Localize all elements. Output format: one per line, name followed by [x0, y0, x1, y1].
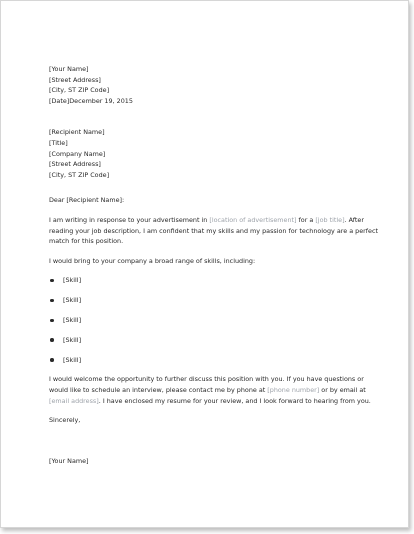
paragraph-skills-intro: I would bring to your company a broad range of skills, including:	[49, 256, 256, 265]
skills-list	[49, 275, 379, 365]
placeholder-email: [email address]	[49, 396, 99, 405]
closing: Sincerely,	[49, 416, 81, 425]
para3-text-3: . I have enclosed my resume for your review, and I look forward to hearing from you.	[98, 396, 371, 405]
para1-text-3: . After reading your job description, I am confident that my skills and my passion for technology are a perfect match for this position.	[49, 215, 378, 246]
date-value: December 19, 2015	[69, 96, 133, 105]
salutation: Dear [Recipient Name]:	[49, 196, 125, 205]
sender-street: [Street Address]	[49, 75, 101, 84]
list-item	[49, 295, 379, 306]
list-item	[49, 315, 379, 326]
sender-name: [Your Name]	[49, 65, 89, 73]
bullet-icon	[50, 279, 54, 283]
recipient-company: [Company Name]	[49, 149, 106, 158]
list-item	[49, 355, 379, 366]
skill-label: [Skill]	[63, 296, 82, 305]
recipient-city: [City, ST ZIP Code]	[49, 170, 110, 179]
signature: [Your Name]	[49, 456, 89, 465]
skill-label: [Skill]	[63, 316, 82, 325]
letter-body	[49, 64, 379, 466]
bullet-icon	[50, 338, 54, 342]
placeholder-job-title: [job title]	[315, 215, 345, 224]
para3-text-1: I would welcome the opportunity to further discuss this position with you. If you have questions or would like to schedule an interview, please contact me by phone at	[49, 375, 364, 395]
recipient-name: [Recipient Name]	[49, 128, 105, 137]
sender-block	[49, 64, 379, 106]
paragraph-closing	[49, 374, 379, 406]
bullet-icon	[50, 319, 54, 323]
bullet-icon	[50, 299, 54, 303]
bullet-icon	[50, 358, 54, 362]
list-item	[49, 275, 379, 286]
skill-label: [Skill]	[63, 355, 82, 364]
placeholder-location: [location of advertisement]	[209, 215, 297, 224]
placeholder-phone: [phone number]	[267, 386, 320, 395]
recipient-street: [Street Address]	[49, 160, 101, 169]
list-item	[49, 335, 379, 346]
date-prefix: [Date]	[49, 96, 70, 105]
letter-date	[49, 96, 379, 107]
para1-text-2: for a	[296, 215, 316, 224]
recipient-title: [Title]	[49, 138, 68, 147]
skill-label: [Skill]	[63, 276, 82, 285]
para1-text-1: I am writing in response to your advertisement in	[49, 215, 210, 224]
sender-city: [City, ST ZIP Code]	[49, 86, 110, 95]
recipient-block	[49, 127, 379, 180]
paragraph-intro	[49, 215, 379, 247]
para3-text-2: or by email at	[319, 386, 366, 395]
skill-label: [Skill]	[63, 335, 82, 344]
